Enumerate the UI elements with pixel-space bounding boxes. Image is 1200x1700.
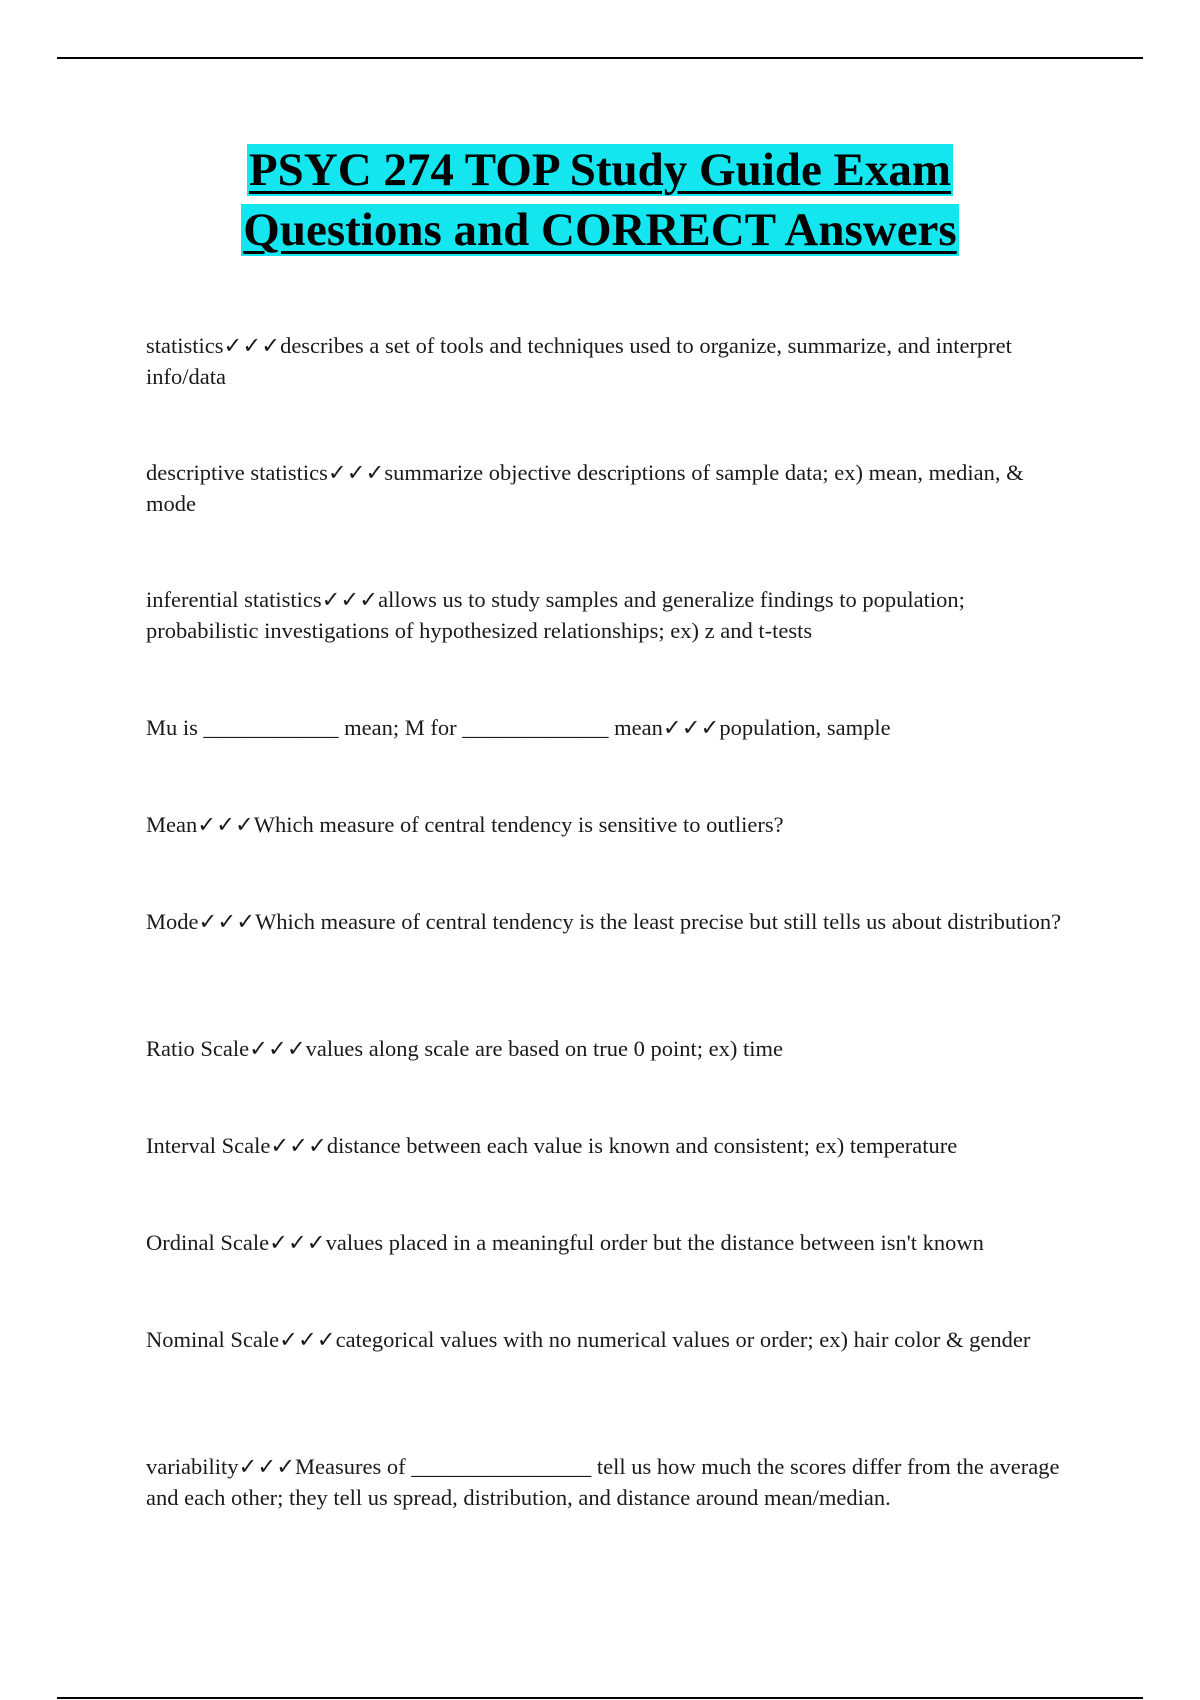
qa-entry [146,1033,1066,1064]
qa-term: inferential statistics [146,587,322,612]
qa-entry [146,712,1066,743]
qa-term: Nominal Scale [146,1327,280,1352]
qa-term: statistics [146,333,224,358]
bottom-rule [57,1697,1143,1699]
qa-term: Ratio Scale [146,1036,250,1061]
qa-entry [146,584,1066,646]
qa-term: Mode [146,909,199,934]
checkmarks-icon: ✓✓✓ [249,1036,306,1061]
qa-definition: Which measure of central tendency is sensitive to outliers? [253,812,784,837]
qa-definition: Which measure of central tendency is the least precise but still tells us about distribution? [255,909,1062,934]
checkmarks-icon: ✓✓✓ [321,587,379,612]
checkmarks-icon: ✓✓✓ [269,1230,326,1255]
qa-term: variability [146,1454,239,1479]
qa-entry [146,809,1066,840]
checkmarks-icon: ✓✓✓ [197,812,254,837]
qa-entry [146,1227,1066,1258]
qa-entry [146,906,1066,937]
qa-definition: categorical values with no numerical values or order; ex) hair color & gender [335,1327,1031,1352]
top-rule [57,57,1143,59]
qa-entry [146,1324,1066,1355]
qa-definition: summarize objective descriptions of sample data; ex) mean, median, & mode [146,460,1024,516]
title-line-2: Questions and CORRECT Answers [243,204,957,256]
qa-definition: allows us to study samples and generalize findings to population; probabilistic investigations of hypothesized relationships; ex) z and t-tests [146,587,965,643]
checkmarks-icon: ✓✓✓ [223,333,281,358]
checkmarks-icon: ✓✓✓ [198,909,256,934]
qa-term: Mu is ____________ mean; M for _____________ mean [146,715,663,740]
checkmarks-icon: ✓✓✓ [270,1133,327,1158]
checkmarks-icon: ✓✓✓ [279,1327,336,1352]
qa-entry [146,1130,1066,1161]
qa-definition: values along scale are based on true 0 point; ex) time [305,1036,784,1061]
qa-entry [146,330,1066,392]
qa-term: Mean [146,812,198,837]
checkmarks-icon: ✓✓✓ [238,1454,296,1479]
title-line-1: PSYC 274 TOP Study Guide Exam [248,144,952,196]
page-title [0,140,1200,260]
qa-definition: values placed in a meaningful order but the distance between isn't known [325,1230,984,1255]
qa-definition: describes a set of tools and techniques used to organize, summarize, and interpret info/data [146,333,1012,389]
qa-term: Ordinal Scale [146,1230,270,1255]
qa-entry [146,1451,1066,1513]
qa-term: Interval Scale [146,1133,271,1158]
qa-definition: distance between each value is known and consistent; ex) temperature [326,1133,958,1158]
qa-term: descriptive statistics [146,460,328,485]
qa-entry [146,457,1066,519]
checkmarks-icon: ✓✓✓ [662,715,720,740]
qa-definition: population, sample [719,715,891,740]
qa-definition: Measures of ________________ tell us how much the scores differ from the average and each other; they tell us spread, distribution, and distance around mean/median. [146,1454,1060,1510]
checkmarks-icon: ✓✓✓ [327,460,385,485]
